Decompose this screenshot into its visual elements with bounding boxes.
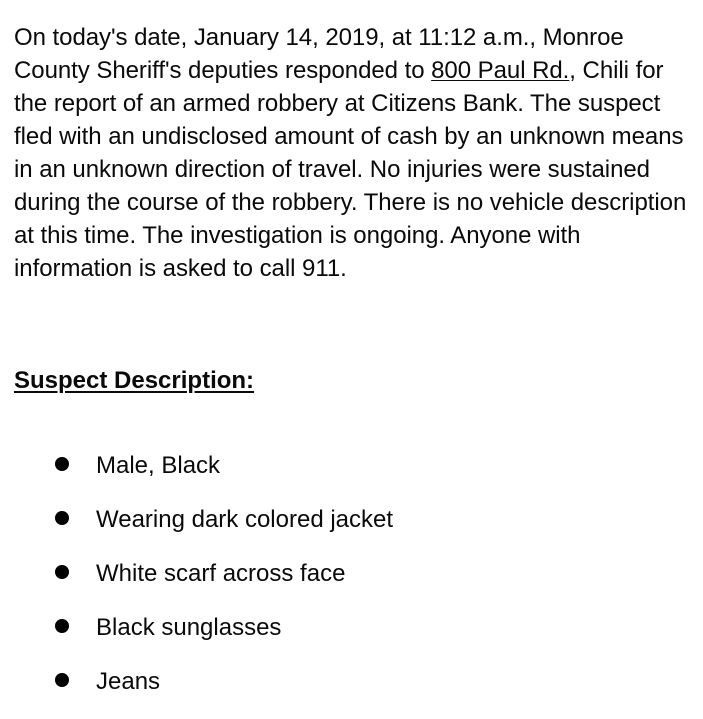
bullet-icon — [55, 673, 69, 687]
bullet-icon — [55, 619, 69, 633]
bullet-icon — [55, 457, 69, 471]
bullet-icon — [55, 511, 69, 525]
list-item-text: Wearing dark colored jacket — [96, 506, 394, 533]
list-item — [0, 503, 703, 557]
suspect-description-heading: Suspect Description: — [14, 367, 255, 394]
incident-text-intro: On today's date, January 14, 2019, at 11:12 a.m., Monroe County Sheriff's deputies responded to — [14, 24, 624, 84]
suspect-description-list — [0, 449, 703, 719]
list-item-text: Black sunglasses — [96, 614, 282, 641]
list-item-text: Jeans — [96, 668, 161, 695]
incident-text-body: , Chili for the report of an armed robbery at Citizens Bank. The suspect fled with an undisclosed amount of cash by an unknown means in an unknown direction of travel. No injuries were sustained during the course of the robbery. There is no vehicle description at this time. The investigation is ongoing. Anyone with information is asked to call 911. — [14, 57, 687, 282]
list-item — [0, 449, 703, 503]
list-item — [0, 611, 703, 665]
address-link[interactable]: 800 Paul Rd. — [431, 57, 570, 84]
incident-paragraph — [14, 21, 692, 285]
list-item — [0, 557, 703, 611]
list-item — [0, 665, 703, 719]
bullet-icon — [55, 565, 69, 579]
list-item-text: Male, Black — [96, 452, 221, 479]
list-item-text: White scarf across face — [96, 560, 346, 587]
